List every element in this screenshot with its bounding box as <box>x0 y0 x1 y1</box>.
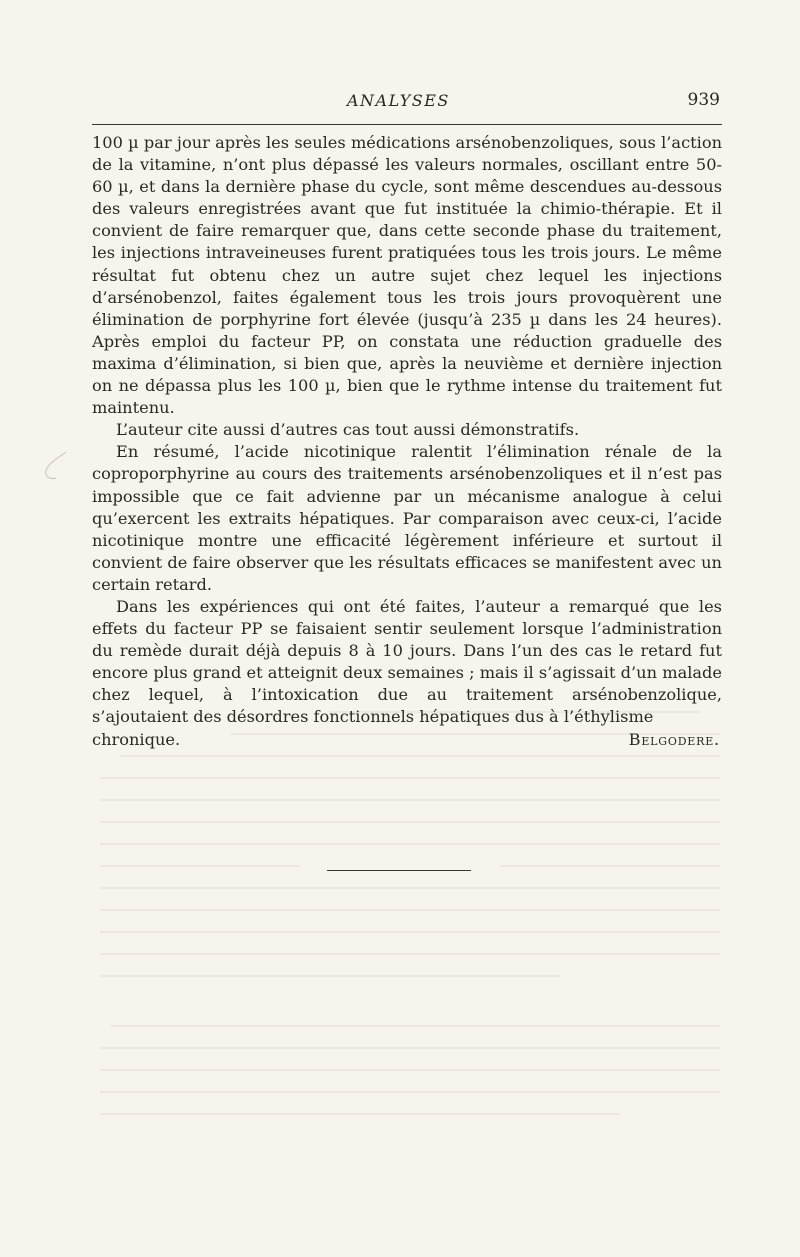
signature-line <box>92 729 722 751</box>
paragraph-4: Dans les expériences qui ont été faites, l’auteur a remarqué que les effets du facteur PP se faisaient sentir seulement lorsque l’administration du remède durait déjà depuis 8 à 10 jours. Dans l’un des cas le retard fut encore plus grand et atteignit deux semaines ; mais il s’agissait d’un malade chez lequel, à l’intoxication due au traitement arsénobenzolique, s’ajoutaient des désordres fonctionnels hépatiques dus à l’éthylisme <box>92 596 722 727</box>
paragraph-3: En résumé, l’acide nicotinique ralentit l’élimination rénale de la coproporphyrine au cours des traitements arsénobenzoliques et il n’est pas impossible que ce fait advienne par un mécanisme analogue à celui qu’exercent les extraits hépatiques. Par comparaison avec ceux-ci, l’acide nicotinique montre une efficacité légèrement inférieure et surtout il convient de faire observer que les résultats efficaces se manifestent avec un certain retard. <box>92 442 722 594</box>
end-rule <box>327 870 471 871</box>
paragraph-4-last-line: chronique. <box>92 729 181 749</box>
paragraph-1: 100 µ par jour après les seules médications arsénobenzoliques, sous l’action de la vitamine, n’ont plus dépassé les valeurs normales, oscillant entre 50-60 µ, et dans la dernière phase du cycle, sont même descendues au-dessous des valeurs enregistrées avant que fut instituée la chimio-thérapie. Et il convient de faire remarquer que, dans cette seconde phase du traitement, les injections intraveineuses furent pratiquées tous les trois jours. Le même résultat fut obtenu chez un autre sujet chez lequel les injections d’arsénobenzol, faites également tous les trois jours provoquèrent une élimination de porphyrine fort élevée (jusqu’à 235 µ dans les 24 heures). Après emploi du facteur PP, on constata une réduction graduelle des maxima d’élimination, si bien que, après la neuvième et dernière injection on ne dépassa plus les 100 µ, bien que le rythme intense du traitement fut maintenu. <box>92 133 722 418</box>
running-header <box>92 88 722 112</box>
page-number: 939 <box>687 90 720 110</box>
paragraph-2: L’auteur cite aussi d’autres cas tout aussi démonstratifs. <box>116 420 580 440</box>
running-title: ANALYSES <box>347 91 450 110</box>
header-rule <box>92 124 722 125</box>
article-body <box>92 132 722 751</box>
author-signature: Belgodere. <box>628 729 720 749</box>
margin-pencil-mark <box>36 448 76 488</box>
